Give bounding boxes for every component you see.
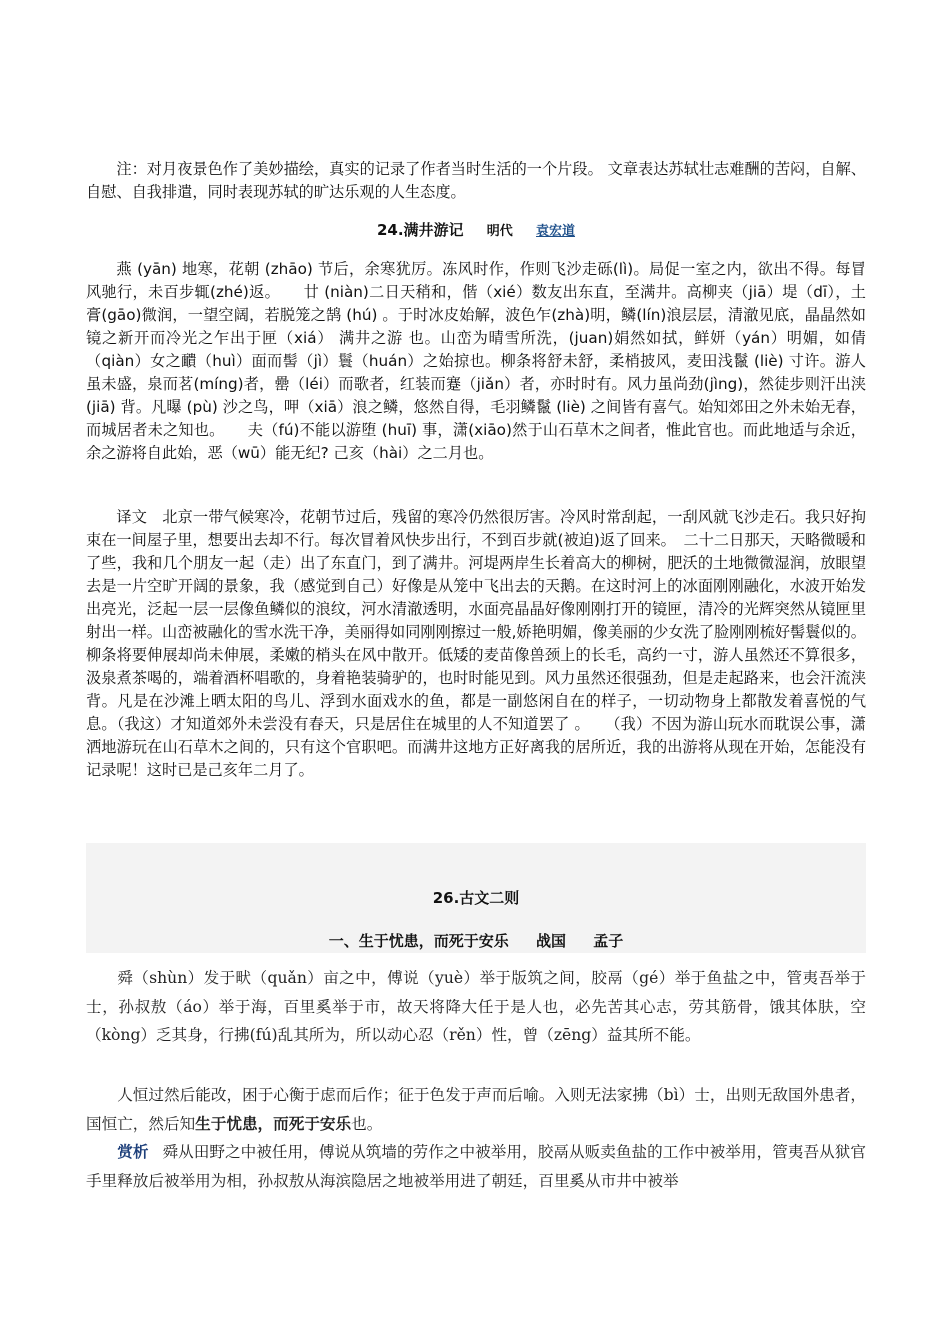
note-paragraph: 注：对月夜景色作了美妙描绘，真实的记录了作者当时生活的一个片段。 文章表达苏轼壮志难酬的苦闷，自解、自慰、自我排遣，同时表现苏轼的旷达乐观的人生态度。 — [86, 160, 866, 201]
section-26-subtitle: 一、生于忧患，而死于安乐 — [328, 932, 509, 950]
translation-text: 译文 北京一带气候寒冷，花朝节过后，残留的寒冷仍然很厉害。冷风时常刮起，一刮风就飞沙走石。我只好拘束在一间屋子里，想要出去却不行。每次冒着风快步出行，不到百步就(被迫)返了回来。 二十二日那天，天略微暖和了些，我和几个朋友一起（走）出了东直门，到了满井。河堤两岸生长着高大的柳树，肥沃的土地微微湿润，放眼望去是一片空旷开阔的景象，我（感觉到自己）好像是从笼中飞出去的天鹅。在这时河上的冰面刚刚融化，水波开始发出亮光，泛起一层一层像鱼鳞似的浪纹，河水清澈透明，水面亮晶晶好像刚刚打开的镜匣，清冷的光辉突然从镜匣里射出一样。山峦被融化的雪水洗干净，美丽得如同刚刚擦过一般,娇艳明媚，像美丽的少女洗了脸刚刚梳好髻鬟似的。柳条将要伸展却尚未伸展，柔嫩的梢头在风中散开。低矮的麦苗像兽颈上的长毛，高约一寸，游人虽然还不算很多，汲泉煮茶喝的，端着酒杯唱歌的，身着艳装骑驴的，也时时能见到。风力虽然还很强劲，但是走起路来，也会汗流浃背。凡是在沙滩上晒太阳的鸟儿、浮到水面戏水的鱼，都是一副悠闲自在的样子，一切动物身上都散发着喜悦的气息。（我这）才知道郊外未尝没有春天，只是居住在城里的人不知道罢了 。 （我）不因为游山玩水而耽误公事，潇洒地游玩在山石草木之间的，只有这个官职吧。而满井这地方正好离我的居所近，我的出游将从现在开始，怎能没有记录呢！这时已是己亥年二月了。 — [86, 508, 866, 779]
mencius-paragraph-1: 舜（shùn）发于畎（quǎn）亩之中，傅说（yuè）举于版筑之间，胶鬲（gé）举于鱼盐之中，管夷吾举于士，孙叔敖（áo）举于海，百里奚举于市，故天将降大任于是人也，必先苦其心志，劳其筋骨，饿其体肤，空（kòng）乏其身，行拂(fú)乱其所为，所以动心忍（rěn）性，曾（zēng）益其所不能。 — [86, 969, 866, 1044]
section-26-subtitle-line — [86, 930, 866, 951]
mencius-paragraph-2 — [86, 1081, 866, 1138]
appreciation-paragraph — [86, 1138, 866, 1195]
section-24-heading — [86, 219, 866, 243]
section-24-title: 24.满井游记 — [376, 221, 464, 239]
section-24-author-link[interactable]: 袁宏道 — [536, 224, 576, 239]
section-26-header-panel — [86, 843, 866, 953]
section-26-dynasty: 战国 — [535, 932, 566, 950]
original-text: 燕 (yān) 地寒，花朝 (zhāo) 节后，余寒犹厉。冻风时作，作则飞沙走砾(lì)。局促一室之内，欲出不得。每冒风驰行，未百步辄(zhé)返。 廿 (niàn)二日天稍和，偕（xié）数友出东直，至满井。高柳夹（jiā）堤（dī），土膏(gāo)微润，一望空阔，若脱笼之鹄 (hú) 。于时冰皮始解，波色乍(zhà)明，鳞(lín)浪层层，清澈见底，晶晶然如镜之新开而冷光之乍出于匣（xiá） 满井之游 也。山峦为晴雪所洗，(juan)娟然如拭，鲜妍（yán）明媚，如倩（qiàn）女之靧（huì）面而髻（jì）鬟（huán）之始掠也。柳条将舒未舒，柔梢披风，麦田浅鬣 (liè) 寸许。游人虽未盛，泉而茗(míng)者，罍（léi）而歌者，红装而蹇（jiǎn）者，亦时时有。风力虽尚劲(jìng)，然徒步则汗出浃 (jiā) 背。凡曝 (pù) 沙之鸟，呷（xiā）浪之鳞，悠然自得，毛羽鳞鬣 (liè) 之间皆有喜气。始知郊田之外未始无春，而城居者未之知也。 夫（fú)不能以游堕 (huī) 事，潇(xiāo)然于山石草木之间者，惟此官也。而此地适与余近，余之游将自此始，恶（wū）能无纪? 己亥（hài）之二月也。 — [86, 260, 866, 462]
appreciation-label: 赏析 — [117, 1142, 149, 1161]
section-24-dynasty: 明代 — [486, 224, 513, 239]
section-26-author: 孟子 — [593, 932, 624, 950]
mencius-p2-bold: 生于忧患，而死于安乐 — [195, 1113, 352, 1133]
section-26-title: 26.古文二则 — [432, 889, 520, 907]
appreciation-text: 舜从田野之中被任用，傅说从筑墙的劳作之中被举用，胶鬲从贩卖鱼盐的工作中被举用，管夷吾从狱官手里释放后被举用为相，孙叔敖从海滨隐居之地被举用进了朝廷，百里奚从市井中被举 — [86, 1143, 866, 1190]
mencius-p2-end: 也。 — [351, 1114, 383, 1133]
mencius-p2-text: 人恒过然后能改，困于心衡于虑而后作；征于色发于声而后喻。入则无法家拂（bì）士，出则无敌国外患者，国恒亡，然后知 — [86, 1086, 866, 1133]
